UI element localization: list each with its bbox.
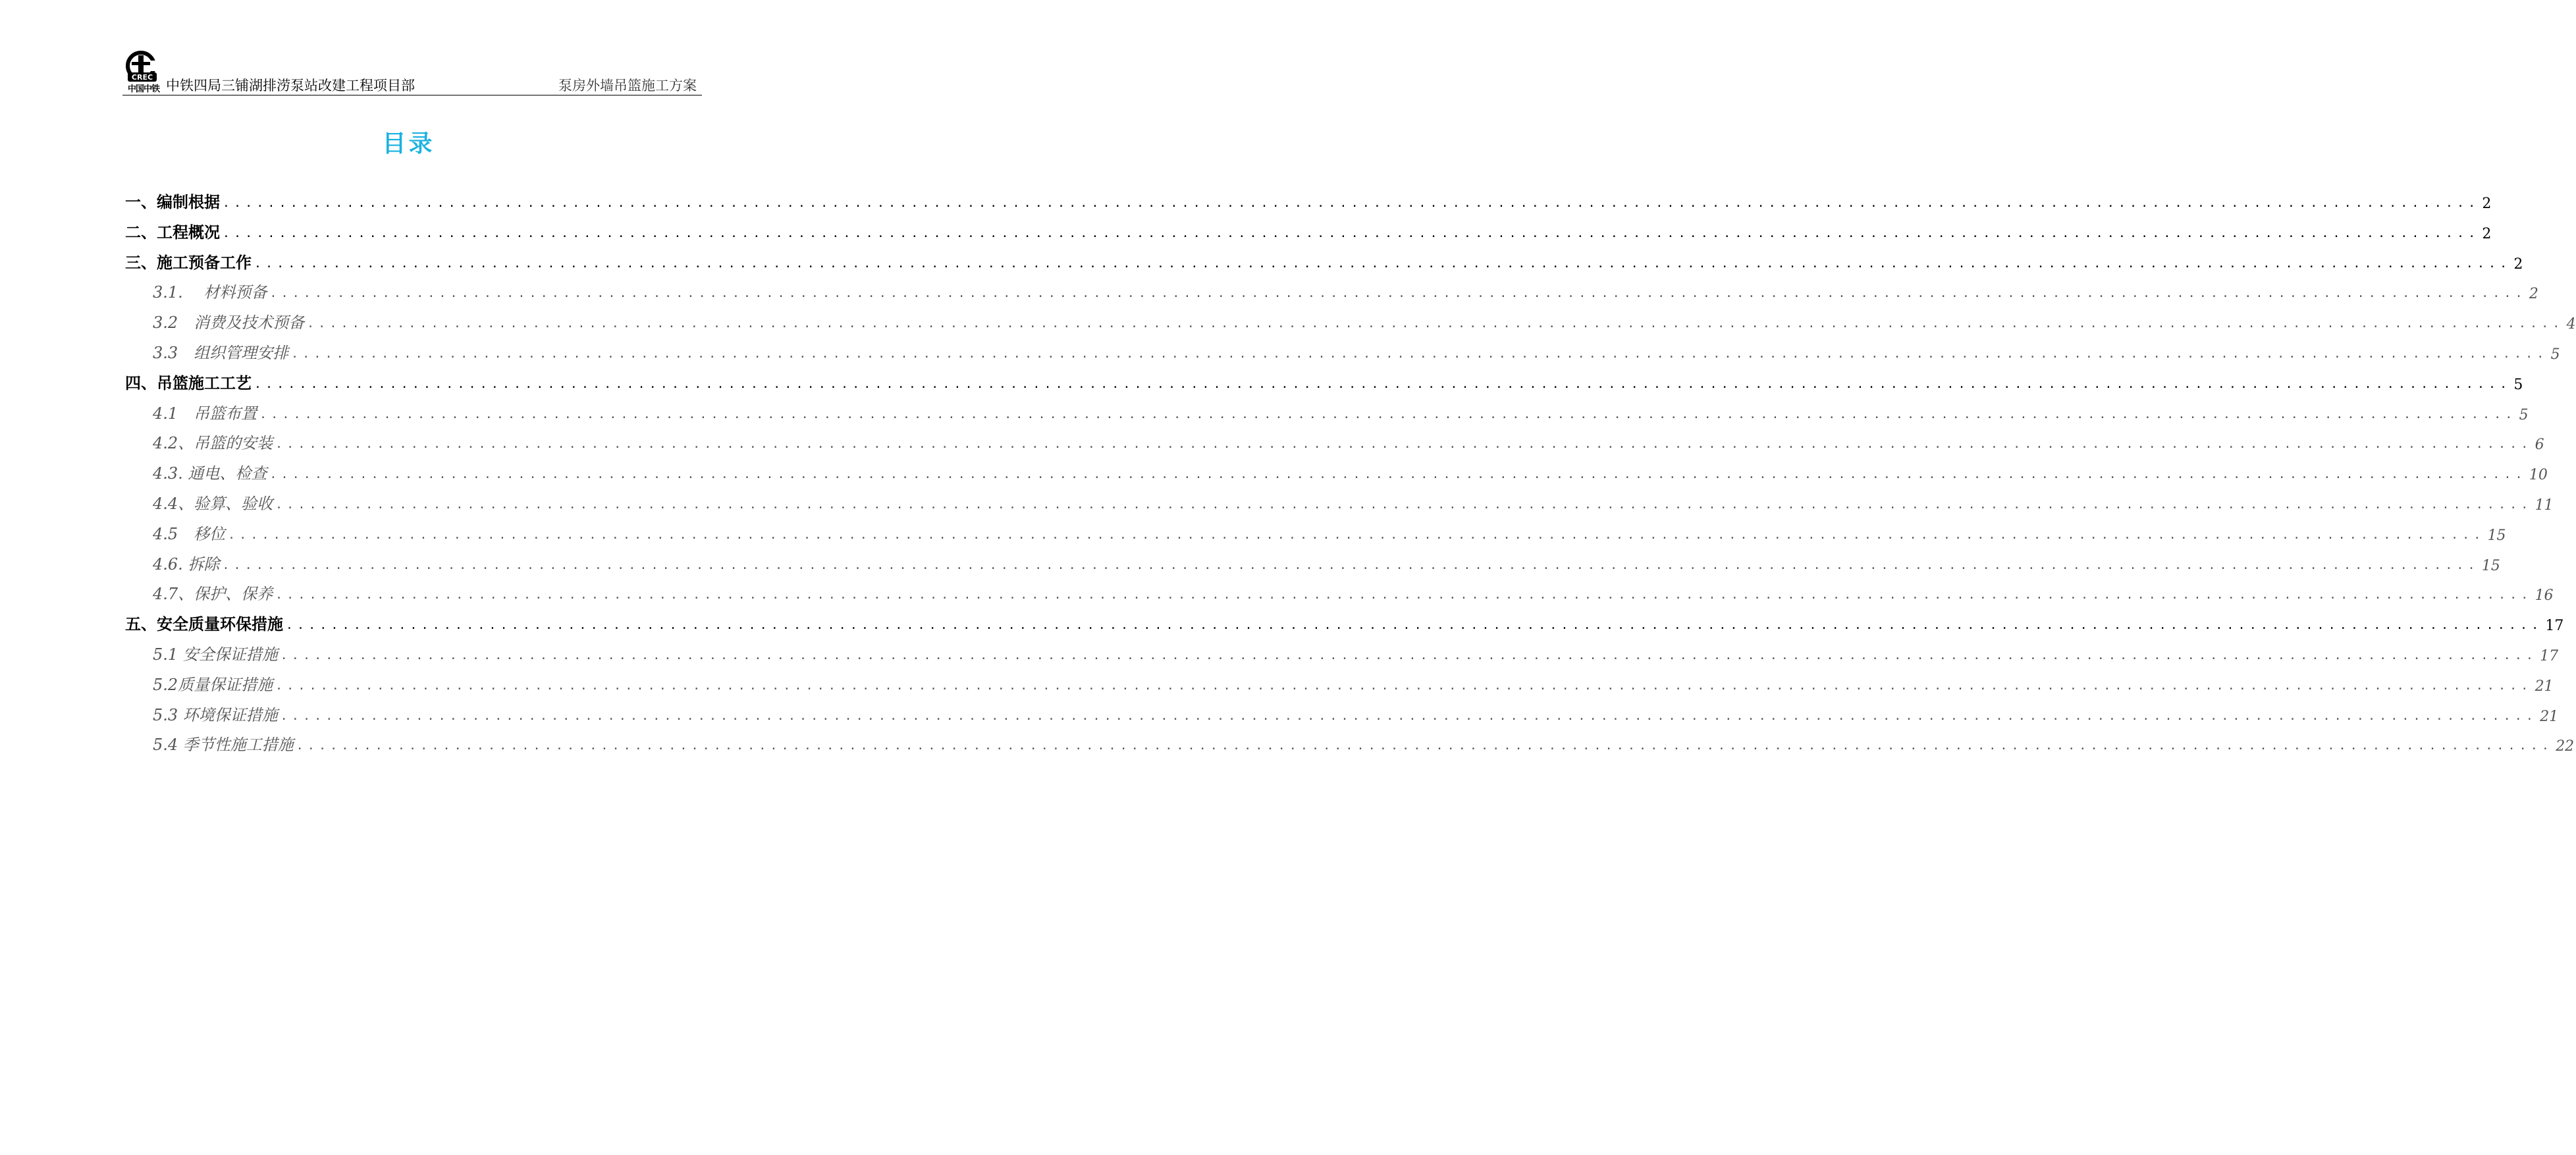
toc-entry-page: 10 [2529,467,2548,484]
toc-entry-page: 5 [2513,376,2523,393]
toc-entry[interactable] [125,641,2559,664]
toc-dot-leader: ........................................................................................................................................................................................................ [275,678,2533,693]
toc-entry-label: 4.3. 通电、检查 [153,464,267,483]
toc-entry-label: 5.3 环境保证措施 [153,705,278,724]
toc-dot-leader: ........................................................................................................................................................................................................ [269,468,2527,482]
toc-entry-page: 6 [2535,437,2544,454]
toc-entry-page: 5 [2519,406,2529,423]
toc-entry-page: 2 [2482,196,2492,212]
toc-entry-label: 四、吊篮施工工艺 [125,373,252,392]
toc-entry[interactable] [125,369,2523,393]
toc-entry[interactable] [125,580,2554,604]
logo-mark-text: CREC [131,73,153,82]
toc-dot-leader: ........................................................................................................................................................................................................ [275,588,2533,603]
logo-caption: 中国中铁 [128,84,160,94]
toc-entry[interactable] [125,249,2523,273]
toc-entry-label: 3.2 消费及技术预备 [153,313,305,333]
toc-dot-leader: ........................................................................................................................................................................................................ [228,527,2485,542]
crec-logo-icon [122,50,163,86]
toc-entry-page: 11 [2535,497,2554,514]
toc-dot-leader: ........................................................................................................................................................................................................ [254,256,2511,271]
toc-entry-label: 一、编制根据 [125,193,220,211]
toc-entry-page: 22 [2556,738,2575,755]
toc-entry-page: 15 [2481,557,2500,574]
toc-entry-label: 3.3 组织管理安排 [153,344,289,362]
toc-dot-leader: ........................................................................................................................................................................................................ [291,347,2548,361]
toc-title: 目录 [382,130,435,157]
organization-name: 中铁四局三铺湖排涝泵站改建工程项目部 [166,78,415,94]
toc-entry-label: 4.6. 拆除 [153,554,220,574]
toc-entry[interactable] [125,339,2560,363]
toc-entry-page: 16 [2535,587,2554,604]
toc-dot-leader: ........................................................................................................................................................................................................ [280,649,2538,662]
toc-dot-leader: ........................................................................................................................................................................................................ [222,558,2479,572]
toc-entry[interactable] [125,188,2492,212]
toc-dot-leader: ........................................................................................................................................................................................................ [280,709,2538,723]
page-header [122,46,702,96]
toc-entry-page: 2 [2513,255,2523,273]
toc-entry-label: 5.2质量保证措施 [153,675,273,694]
toc-entry-page: 21 [2535,678,2554,695]
toc-entry[interactable] [125,520,2506,544]
toc-entry-page: 21 [2540,708,2559,725]
toc-entry-label: 4.1 吊篮布置 [153,404,257,423]
toc-dot-leader: ........................................................................................................................................................................................................ [223,226,2480,240]
toc-entry-page: 5 [2550,346,2560,363]
toc-entry-label: 5.1 安全保证措施 [153,645,278,664]
toc-entry-page: 2 [2482,225,2492,242]
toc-entry-label: 4.4、验算、验收 [153,495,273,513]
document-name: 泵房外墙吊篮施工方案 [558,78,697,94]
toc-entry-page: 17 [2545,618,2564,635]
toc-dot-leader: ........................................................................................................................................................................................................ [259,407,2517,421]
toc-entry-label: 五、安全质量环保措施 [125,615,283,634]
toc-entry-page: 2 [2529,286,2538,303]
toc-entry-label: 5.4 季节性施工措施 [153,736,294,755]
toc-entry-label: 二、工程概况 [125,223,220,242]
toc-entry-page: 4 [2566,316,2576,333]
toc-entry[interactable] [125,610,2564,635]
toc-entry-label: 4.5 移位 [153,524,226,543]
toc-entry[interactable] [125,429,2544,454]
toc-entry-label: 4.2、吊篮的安装 [153,434,273,453]
toc-entry-label: 4.7、保护、保养 [153,585,273,604]
toc-entry[interactable] [125,279,2538,303]
toc-entry-page: 17 [2540,648,2559,664]
toc-entry[interactable] [125,400,2529,423]
toc-entry[interactable] [125,460,2548,484]
toc-entry[interactable] [125,701,2559,725]
toc-entry-page: 15 [2487,527,2506,544]
toc-entry[interactable] [125,671,2554,695]
toc-dot-leader: ........................................................................................................................................................................................................ [254,377,2511,391]
toc-dot-leader: ........................................................................................................................................................................................................ [275,498,2533,512]
toc-dot-leader: ........................................................................................................................................................................................................ [286,618,2543,633]
toc-dot-leader: ........................................................................................................................................................................................................ [307,317,2564,331]
toc-entry-label: 3.1. 材料预备 [153,283,267,302]
toc-entry[interactable] [125,551,2500,574]
toc-dot-leader: ........................................................................................................................................................................................................ [296,739,2554,753]
toc-entry[interactable] [125,731,2575,755]
toc-entry[interactable] [125,309,2576,333]
toc-entry-label: 三、施工预备工作 [125,253,252,272]
toc-dot-leader: ........................................................................................................................................................................................................ [223,196,2480,210]
toc-entry[interactable] [125,219,2492,242]
toc-dot-leader: ........................................................................................................................................................................................................ [275,437,2533,452]
toc-entry[interactable] [125,490,2554,514]
toc-dot-leader: ........................................................................................................................................................................................................ [269,286,2527,301]
